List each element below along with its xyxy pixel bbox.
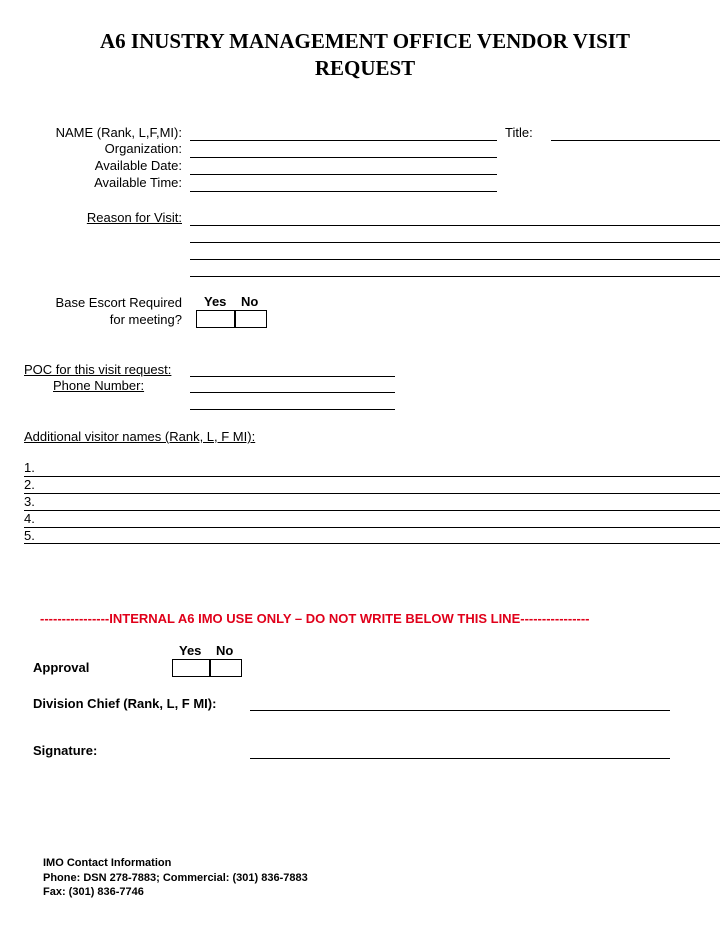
reason-field-line-1[interactable] — [190, 225, 720, 226]
visitor-number-4: 4. — [24, 511, 35, 526]
poc-label: POC for this visit request: — [24, 362, 172, 377]
visitors-heading: Additional visitor names (Rank, L, F MI): — [24, 429, 256, 444]
visitor-number-1: 1. — [24, 460, 35, 475]
visitor-field-4[interactable] — [24, 527, 720, 528]
reason-label: Reason for Visit: — [86, 210, 182, 225]
contact-phone: Phone: DSN 278-7883; Commercial: (301) 836-7883 — [43, 872, 308, 884]
escort-no-label: No — [241, 294, 259, 309]
internal-use-divider: ----------------INTERNAL A6 IMO USE ONLY – DO NOT WRITE BELOW THIS LINE---------------- — [40, 611, 590, 626]
escort-yes-label: Yes — [204, 294, 227, 309]
approval-no-checkbox[interactable] — [209, 659, 242, 677]
approval-label: Approval — [33, 660, 90, 675]
reason-field-line-3[interactable] — [190, 259, 720, 260]
visitor-field-2[interactable] — [24, 493, 720, 494]
visitor-number-5: 5. — [24, 528, 35, 543]
reason-field-line-2[interactable] — [190, 242, 720, 243]
approval-no-label: No — [216, 643, 234, 658]
name-label: NAME (Rank, L,F,MI): — [55, 125, 182, 140]
organization-field[interactable] — [190, 157, 497, 158]
contact-fax: Fax: (301) 836-7746 — [43, 886, 144, 898]
title-field[interactable] — [551, 140, 720, 141]
approval-yes-label: Yes — [179, 643, 202, 658]
reason-field-line-4[interactable] — [190, 276, 720, 277]
visitor-number-3: 3. — [24, 494, 35, 509]
phone-field[interactable] — [190, 392, 395, 393]
available-date-label: Available Date: — [94, 158, 182, 173]
escort-label-line2: for meeting? — [109, 312, 182, 327]
phone-label: Phone Number: — [53, 378, 145, 393]
escort-no-checkbox[interactable] — [234, 310, 267, 328]
contact-heading: IMO Contact Information — [43, 857, 172, 869]
form-title — [30, 28, 700, 82]
visitor-field-3[interactable] — [24, 510, 720, 511]
available-date-field[interactable] — [190, 174, 497, 175]
form-title-line1: A6 INUSTRY MANAGEMENT OFFICE VENDOR VISIT — [100, 29, 630, 53]
division-chief-field[interactable] — [250, 710, 670, 711]
title-label: Title: — [505, 125, 533, 140]
visitor-field-1[interactable] — [24, 476, 720, 477]
escort-yes-checkbox[interactable] — [196, 310, 236, 328]
name-field[interactable] — [190, 140, 497, 141]
phone-field-extra[interactable] — [190, 409, 395, 410]
visitor-number-2: 2. — [24, 477, 35, 492]
available-time-label: Available Time: — [94, 175, 182, 190]
division-chief-label: Division Chief (Rank, L, F MI): — [33, 696, 217, 711]
visitor-field-5[interactable] — [24, 543, 720, 544]
available-time-field[interactable] — [190, 191, 497, 192]
poc-field[interactable] — [190, 376, 395, 377]
form-title-line2: REQUEST — [314, 56, 416, 80]
signature-label: Signature: — [33, 743, 98, 758]
signature-field[interactable] — [250, 758, 670, 759]
organization-label: Organization: — [104, 141, 182, 156]
escort-label-line1: Base Escort Required — [55, 295, 182, 310]
approval-yes-checkbox[interactable] — [172, 659, 211, 677]
